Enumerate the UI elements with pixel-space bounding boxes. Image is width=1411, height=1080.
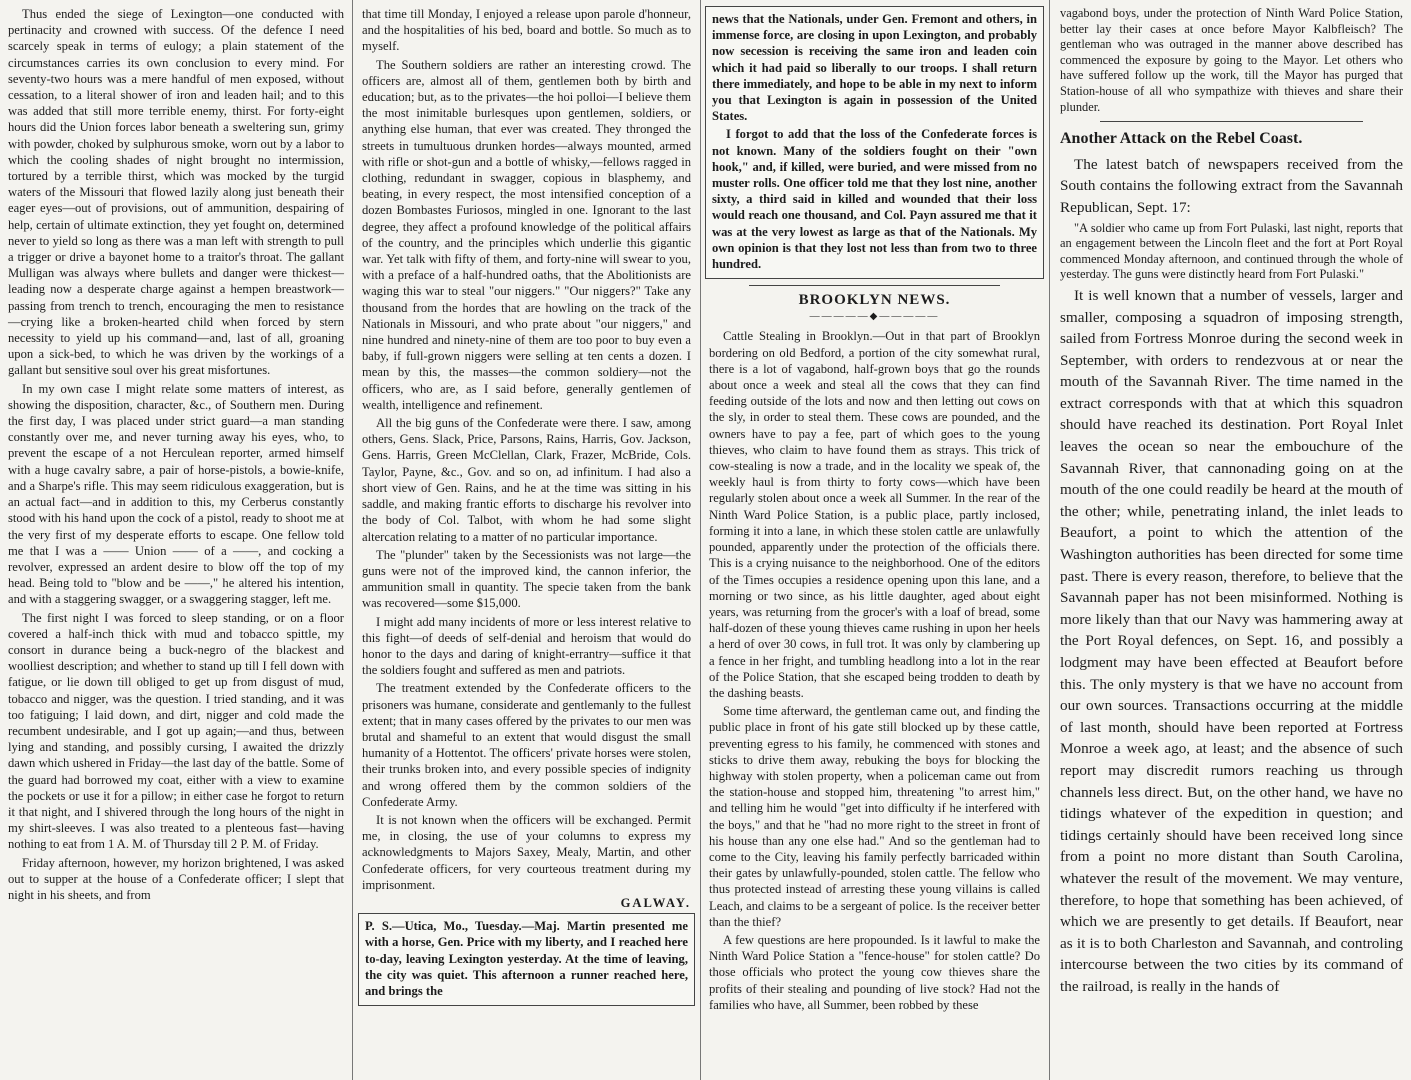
column-4 [1052,0,1411,1080]
paragraph-confederate-loss: I forgot to add that the loss of the Confederate forces is not known. Many of the soldiers fought on their "own hook," and, if killed, were buried, and were missed from no muster rolls. One officer told me that they lost nine, another sixty, a third said in killed and wounded that their loss would reach one thousand, and Col. Payn assured me that it was at the very lowest as large as that of the Nationals. My own opinion is that they lost not less than from two to three hundred. [712,127,1037,272]
paragraph-parole: that time till Monday, I enjoyed a release upon parole d'honneur, and the hospitalities of his bed, board and bottle. So much as to myself. [362,7,691,54]
signature: GALWAY. [620,895,691,910]
paragraph-cattle-stealing: Cattle Stealing in Brooklyn.—Out in that part of Brooklyn bordering on old Bedford, a portion of the city somewhat rural, there is a lot of vagabond, half-grown boys that go the rounds about once a week and steal all the cows that they can find feeding outside of the lots and now and then letting out cows on the sly, in order to steal them. These cows are pounded, and the owners have to pay a fee, part of which goes to the young thieves, who claim to have found them as strays. This trick of cow-stealing is now a trade, and in the locality we speak of, the weekly haul is from thirty to forty cows—which have been regularly stolen about once a week all Summer. In the rear of the Ninth Ward Police Station, is a public place, partly inclosed, forming it into a lane, in which these stolen cattle are unlawfully pounded, apparently under the protection of the officials there. This is a crying nuisance to the neighborhood. One of the editors of the Times occupies a residence opening upon this lane, and a morning or two since, as his little daughter, aged about eight years, was returning from the grocer's with a loaf of bread, some half-dozen of these young thieves came rushing in upon her heels a herd of over 30 cows, in full trot. It was only by clambering up a fence in her fright, and tumbling headlong into a lot in the rear of the Police Station, that she escaped being trodden to death by the dashing beasts. [709,329,1040,700]
section-rule [1100,121,1363,122]
paragraph-incidents: I might add many incidents of more or less interest relative to this fight—of deeds of self-denial and heroism that would do honor to the days and daring of knight-errantry—suffice it that the soldiers fought and suffered as men and patriots. [362,614,691,678]
flourish-ornament: —————◆————— [809,311,940,323]
quote-savannah: "A soldier who came up from Fort Pulaski, last night, reports that an engagement between the Lincoln fleet and the fort at Port Royal commenced Monday afternoon, and continued through the whole of yesterday. The guns were distinctly heard from Fort Pulaski." [1060,220,1403,282]
postscript: P. S.—Utica, Mo., Tuesday.—Maj. Martin presented me with a horse, Gen. Price with my liberty, and I reached here to-day, leaving Lexington yesterday. At the time of leaving, the city was quiet. This afternoon a runner reached here, and brings the [365,919,688,998]
paragraph-vagabond: vagabond boys, under the protection of Ninth Ward Police Station, better lay their cases at once before Mayor Kalbfleisch? The gentleman who was outraged in the manner above described has commenced the exposure by going to the Mayor. Let others who have suffered follow up the work, till the Mayor has purged that Station-house of all who sympathize with thieves and share their plunder. [1060,6,1403,114]
column-rule [1049,0,1050,1080]
column-2 [354,0,699,1080]
headline-rebel-coast: Another Attack on the Rebel Coast. [1060,130,1303,148]
paragraph-intro: The latest batch of newspapers received from the South contains the following extract from the Savannah Republican, Sept. 17: [1060,155,1403,216]
paragraph-friday: Friday afternoon, however, my horizon brightened, I was asked out to supper at the house of a Confederate officer; I slept that night in his sheets, and from [8,855,344,902]
headline-brooklyn-news: BROOKLYN NEWS. [798,292,951,309]
paragraph-squadron: It is well known that a number of vessels, larger and smaller, composing a squadron of imposing strength, sailed from Fortress Monroe during the second week in September, with orders to rendezvous at or near the mouth of the Savannah River. The time named in the extract corresponds with that at which this squadron should have reached its destination. Port Royal Inlet leaves the ocean so near the embouchure of the Savannah River, that cannonading going on at the mouth of the one could readily be heard at the mouth of the other; while, penetrating inland, the inlet leads to Beaufort, a point to which the attention of the Washington authorities has been directed for some time past. There is every reason, therefore, to believe that the Savannah paper has not been misinformed. Nothing is more likely than that our Navy was hammering away at the Port Royal defences, on Sept. 16, and possibly a lodgment may have been effected at Beaufort before this. The only mystery is that we have no account from our own sources. Transactions occurring at the middle of last month, should have been reported at Fortress Monroe a week ago, at least; and the absence of such report may discredit rumors reaching us through channels less direct. But, on the other hand, we have no tidings whatever of the expedition in question; and tidings certainly should have been received long since from a point no more distant than South Carolina, whatever the result of the movement. We may venture, therefore, to hope that something has been achieved, of which we are presently to get details. If Beaufort, near as it is to both Charleston and Savannah, and controling intercourse between the two cities by its command of the railroad, is really in the hands of [1060,286,1403,995]
section-rule [749,285,1000,286]
paragraph-siege: Thus ended the siege of Lexington—one conducted with pertinacity and crowned with success. Of the defence I need scarcely speak in terms of eulogy; a plain statement of the circumstances carries its own conclusion to every mind. For seventy-two hours was a mere handful of men exposed, without cessation, to a literal shower of iron and leaden hail; and to this was added that still more terrible enemy, thirst. For forty-eight hours did the Union forces labor beneath a sweltering sun, grimy with powder, choked by sulphurous smoke, worn out by a labor to which the cooling shades of night brought no intermission, tortured by a terrible thirst, which was mocked by the turgid waters of the Missouri that flowed lazily along just beneath their eager eyes—out of provisions, out of ammunition, despairing of help, certain of ultimate extinction, they yet fought on, determined never to yield so long as there was a man left with strength to pull a trigger or drive a bayonet home to a traitor's throat. The gallant Mulligan was always where bullets and danger were thickest—leading now a desperate charge against a hempen breastwork—passing from trench to trench, encouraging the men to resistance—crying like a broken-hearted child when forced by stern necessity to yield up his command—and, last of all, groaning upon a sick-bed, to which he was driven by the workings of a gallant but sensitive soul over his great misfortunes. [8,7,344,378]
paragraph-treatment: The treatment extended by the Confederate officers to the prisoners was humane, considerate and gentlemanly to the fullest extent; that in many cases offered by the privates to our men was brutal and shameful to an extent that would disgust the small humanity of a Hottentot. The officers' private horses were stolen, their trunks broken into, and every possible species of indignity and wrong offered them by the common soldiers of the Confederate Army. [362,681,691,809]
paragraph-gentleman: Some time afterward, the gentleman came out, and finding the public place in front of his gate still blocked up by these cattle, preventing egress to his family, he commenced with stones and sticks to drive them away, rebuking the boys for blocking the highway with stolen property, when a policeman came out from the station-house and stopped him, threatening "to arrest him," and telling him he would "get into difficulty if he interfered with the boys," and that he "had no more right to the street in front of his house than any one else had." And so the gentleman had to come to the City, leaving his family perfectly barricaded within their gates by unlawfully-pounded, stolen cattle. The fellow who thus protected instead of arresting these young villains is called Leach, and claims to be a sergeant of police. Is the receiver better than the thief? [709,704,1040,929]
column-3 [701,0,1048,1080]
paragraph-southern-soldiers: The Southern soldiers are rather an interesting crowd. The officers are, almost all of them, gentlemen both by birth and education; but, as to the privates—the hoi polloi—I believe them the most inimitable burlesques upon gentlemen, soldiers, or anything else human, that ever was created. They thronged the streets in tumultuous drunken hordes—always mounted, armed with rifle or shot-gun and a bottle of whisky,—fellows ragged in clothing, redundant in swagger, copious in blasphemy, and beating, in every respect, the most intensified conception of a dozen Bombastes Furiosos, mingled in one. Ignorant to the last degree, they affect a profound knowledge of the political affairs of the country, and the principles which underlie this gigantic war. Yet talk with fifty of them, and forty-nine will swear to you, with a preface of a half-hundred oaths, that the Abolitionists are waging this war to steal "our niggers." "Our niggers?" Take any thousand from the hordes that are howling on the track of the Nationals in Missouri, and who prate about "our niggers," and nine hundred and ninety-nine of them are too poor to buy even a baby, if full-grown niggers were selling at ten cents a dozen. I mean by this, the masses—the common soldiery—not the officers, who are, as I said before, generally gentlemen of wealth, intelligence and refinement. [362,57,691,412]
dispatch-box [705,6,1044,279]
paragraph-big-guns: All the big guns of the Confederate were there. I saw, among others, Gens. Slack, Price, Parsons, Rains, Harris, Gov. Jackson, Gens. Harris, Green McClellan, Clark, Frazer, McBride, Cols. Taylor, Payne, &c., Gov. and so on, ad infinitum. I had also a short view of Gen. Rains, and he at the time was sitting in his saddle, and making frantic efforts to discharge his revolver into the body of Col. Talbot, with whom he had some slight altercation relating to a matter of no particular importance. [362,416,691,544]
paragraph-first-night: The first night I was forced to sleep standing, or on a floor covered a half-inch thick with mud and tobacco spittle, my consort in durance being a buck-negro of the blackest and woolliest description; and whether to stand up till I fell down with fatigue, or lie down till obliged to get up from disgust of mud, tobacco and nigger, was the question. I tried standing, and it was too fatiguing; I laid down, and dirt, nigger and cold made the recumbent undesirable, and I got up again;—and thus, between lying and standing, and possibly cursing, I awaited the drizzly dawn which ushered in Friday—the last day of the battle. Some of the guard had borrowed my coat, either with a view to examine the pockets or use it for a pillow; in either case he forgot to return it that night, and I shivered through the long hours of the night in my shirt-sleeves. I was also treated to a plenteous fast—having nothing to eat from 1 A. M. of Thursday till 2 P. M. of Friday. [8,610,344,852]
column-1 [0,0,352,1080]
paragraph-own-case: In my own case I might relate some matters of interest, as showing the disposition, character, &c., of Southern men. During the first day, I was placed under strict guard—a man standing constantly over me, and never turning away his eyes, who, to prevent the escape of a not Herculean reporter, armed himself with a huge cavalry sabre, a pair of horse-pistols, a bowie-knife, and a Sharpe's rifle. This may seem ridiculous exaggeration, but is an actual fact—and in addition to this, my Cerberus constantly stood with his hand upon the cock of a pistol, ready to shoot me at the very first of my desperate efforts to escape. One fellow told me that I was a —— Union —— of a ——, and cocking a revolver, expressed an ardent desire to blow off the top of my head. Being told to "blow and be ——," he altered his intention, and with a staggering swagger, or a swaggering stagger, left me. [8,381,344,607]
column-rule [352,0,353,1080]
postscript-box [358,913,695,1006]
paragraph-closing: It is not known when the officers will be exchanged. Permit me, in closing, the use of your columns to express my acknowledgments to Majors Saxey, Mealy, Martin, and other Confederate officers, for very courteous treatment during my imprisonment. [362,812,691,892]
paragraph-nationals: news that the Nationals, under Gen. Fremont and others, in immense force, are closing in upon Lexington, and probably now secession is receiving the same iron and leaden coin which it had paid so liberally to our troops. I shall return there immediately, and hope to be able in my next to inform you that Lexington is again in possession of the United States. [712,12,1037,124]
paragraph-plunder: The "plunder" taken by the Secessionists was not large—the guns were not of the improved kind, the cannon inferior, the ammunition small in quantity. The specie taken from the bank was recovered—some $15,000. [362,547,691,611]
paragraph-questions: A few questions are here propounded. Is it lawful to make the Ninth Ward Police Station a "fence-house" for stolen cattle? Do those officials who protect the young cow thieves share the profits of their stealing and pounding of live stock? Had not the families who have, all Summer, been robbed by these [709,932,1040,1012]
